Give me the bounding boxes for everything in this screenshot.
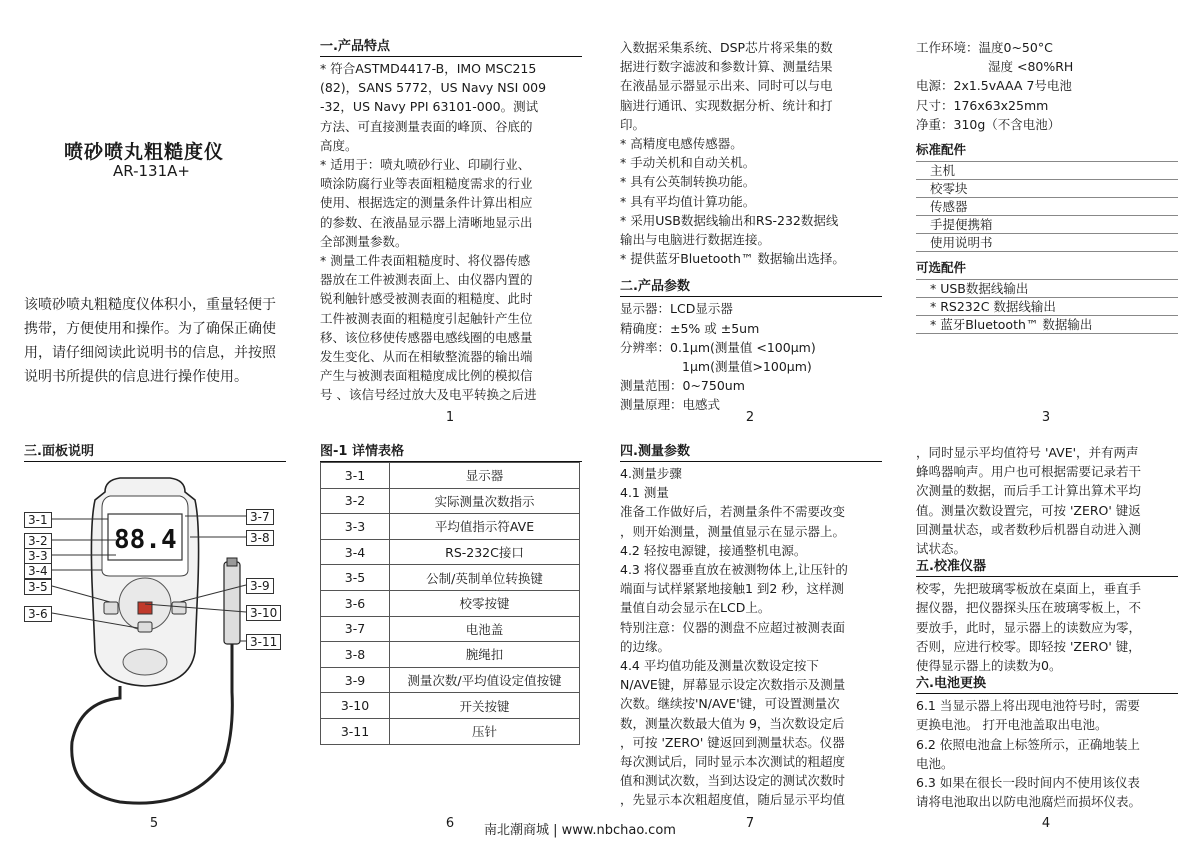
text-line: 电池。 — [916, 755, 954, 771]
text-line: 要放手，此时，显示器上的读数应为零， — [916, 619, 1142, 635]
text-line: 数，测量次数最大值为 9，当次数设定后 — [620, 715, 845, 731]
text-line: * 测量工件表面粗糙度时、将仪器传感 — [320, 253, 531, 269]
text-line: 特别注意：仪器的测盘不应超过被测表面 — [620, 619, 846, 635]
text-line: 否则，应进行校零。即轻按 'ZERO' 键， — [916, 638, 1141, 654]
text-line: 更换电池。 打开电池盖取出电池。 — [916, 717, 1108, 733]
text-line: 4.1 测量 — [620, 485, 669, 501]
text-line: 据进行数字滤波和参数计算、测量结果 — [620, 59, 833, 75]
section-heading: 一.产品特点 — [320, 38, 582, 57]
text-line: 的边缘。 — [620, 638, 671, 654]
text-line: -32，US Navy PPI 63101-000。测试 — [320, 99, 539, 115]
table-row — [321, 590, 580, 616]
row-code: 3-9 — [321, 667, 390, 693]
text-line: 高度。 — [320, 137, 358, 153]
unit-button — [104, 602, 118, 614]
page7-column — [620, 443, 882, 810]
accessory-item: 使用说明书 — [916, 234, 1178, 252]
param-line: 测量范围：0~750um — [620, 378, 745, 394]
measurement-steps — [620, 464, 882, 810]
table-row — [321, 642, 580, 668]
param-line: 分辨率：0.1μm(测量值 <100μm) — [620, 339, 816, 355]
table-row — [321, 693, 580, 719]
row-description: 开关按键 — [390, 693, 580, 719]
battery-cover — [123, 649, 167, 675]
accessory-item: * 蓝牙Bluetooth™ 数据输出 — [916, 316, 1178, 334]
text-line: 喷涂防腐行业等表面粗糙度需求的行业 — [320, 176, 533, 192]
footer-site: 南北潮商城 | www.nbchao.com — [484, 823, 676, 838]
text-line: 次数。继续按'N/AVE'键，可设置测量次 — [620, 696, 840, 712]
page2-column — [320, 38, 582, 405]
text-line: 次测量的数据，而后手工计算出算术平均 — [916, 483, 1142, 499]
text-line: 6.1 当显示器上将出现电池符号时，需要 — [916, 698, 1140, 714]
text-line: 的参数、在液晶显示器上清晰地显示出 — [320, 214, 533, 230]
section-heading: 可选配件 — [916, 260, 967, 276]
zero-button — [138, 622, 152, 632]
text-line: 6.2 依照电池盒上标签所示，正确地装上 — [916, 736, 1140, 752]
param-line: 测量原理：电感式 — [620, 397, 721, 413]
table-row — [321, 667, 580, 693]
text-line: ，可按 'ZERO' 键返回到测量状态。仪器 — [620, 734, 845, 750]
row-description: 腕绳扣 — [390, 642, 580, 668]
text-line: 使得显示器上的读数为0。 — [916, 658, 1062, 674]
text-line: 号 、该信号经过放大及电平转换之后进 — [320, 387, 537, 403]
text-line: 握仪器，把仪器探头压在玻璃零板上，不 — [916, 600, 1142, 616]
table-row — [321, 463, 580, 489]
text-line: 4.4 平均值功能及测量次数设定按下 — [620, 658, 819, 674]
text-line: N/AVE键，屏幕显示设定次数指示及测量 — [620, 677, 846, 693]
text-line: 端面与试样紧紧地接触1 到2 秒，这样测 — [620, 581, 844, 597]
text-line: 全部测量参数。 — [320, 233, 408, 249]
lcd-reading: 88.4 — [114, 525, 177, 555]
page-number: 5 — [149, 816, 159, 831]
page1-intro: 该喷砂喷丸粗糙度仪体积小，重量轻便于携带，方便使用和操作。为了确保正确使用，请仔细阅读此说明书的信息，并按照说明书所提供的信息进行操作使用。 — [24, 297, 276, 385]
table-row — [321, 488, 580, 514]
text-line: 印。 — [620, 116, 646, 132]
accessory-item: 传感器 — [916, 198, 1178, 216]
text-line: 校零，先把玻璃零板放在桌面上，垂直手 — [916, 581, 1142, 597]
product-params — [620, 299, 882, 414]
label-3-11: 3-11 — [246, 634, 281, 650]
param-line: 1μm(测量值>100μm) — [682, 359, 812, 375]
text-line: 工件被测表面的粗糙度引起触针产生位 — [320, 310, 533, 326]
accessory-item: * RS232C 数据线输出 — [916, 298, 1178, 316]
section-heading: 标准配件 — [916, 142, 967, 158]
table-row — [321, 539, 580, 565]
row-code: 3-4 — [321, 539, 390, 565]
spec-line: 净重：310g（不含电池） — [916, 116, 1061, 132]
power-button — [138, 602, 152, 614]
text-line: 值和测试次数，当到达设定的测试次数时 — [620, 773, 846, 789]
avg-button — [172, 602, 186, 614]
page-number: 2 — [745, 410, 755, 425]
section-heading: 六.电池更换 — [916, 675, 1178, 694]
text-line: 使用、根据选定的测量条件计算出相应 — [320, 195, 533, 211]
label-3-2: 3-2 — [24, 533, 52, 549]
table-row — [321, 718, 580, 744]
text-line: * 具有公英制转换功能。 — [620, 174, 756, 190]
text-line: 4.测量步骤 — [620, 466, 682, 481]
row-description: 测量次数/平均值设定值按键 — [390, 667, 580, 693]
section-heading: 五.校准仪器 — [916, 558, 1178, 577]
text-line: * 符合ASTMD4417-B，IMO MSC215 — [320, 61, 537, 76]
param-line: 显示器：LCD显示器 — [620, 301, 733, 317]
detail-table — [320, 462, 580, 745]
text-line: ，先显示本次粗超度值，随后显示平均值 — [620, 792, 846, 808]
text-line: 值。测量次数设置完，可按 'ZERO' 键返 — [916, 502, 1141, 518]
text-line: 回测量状态，或者数秒后机器自动进入测 — [916, 521, 1142, 537]
page-number: 6 — [445, 816, 455, 831]
text-line: 6.3 如果在很长一段时间内不使用该仪表 — [916, 775, 1140, 791]
text-line: 移、该位移使传感器电感线圈的电感量 — [320, 329, 533, 345]
product-features — [320, 59, 582, 405]
text-line: 方法、可直接测量表面的峰顶、谷底的 — [320, 118, 533, 134]
accessory-item: 主机 — [916, 162, 1178, 180]
text-line: 器放在工件被测表面上、由仪器内置的 — [320, 272, 533, 288]
row-code: 3-7 — [321, 616, 390, 642]
text-line: 试状态。 — [916, 541, 967, 557]
row-code: 3-11 — [321, 718, 390, 744]
section-heading: 二.产品参数 — [620, 278, 882, 297]
label-3-9: 3-9 — [246, 578, 274, 594]
section-heading: 三.面板说明 — [24, 443, 286, 462]
text-line: ，则开始测量，测量值显示在显示器上。 — [620, 523, 846, 539]
text-line: 4.3 将仪器垂直放在被测物体上,让压针的 — [620, 562, 848, 578]
label-3-8: 3-8 — [246, 530, 274, 546]
optional-accessories — [916, 279, 1178, 334]
table-row — [321, 565, 580, 591]
page1-title: 喷砂喷丸粗糙度仪 — [64, 141, 225, 163]
avg-continued — [916, 443, 1178, 558]
row-description: 压针 — [390, 718, 580, 744]
row-code: 3-8 — [321, 642, 390, 668]
page1-model: AR-131A+ — [113, 162, 190, 180]
section-heading: 图-1 详情表格 — [320, 443, 582, 462]
text-line: 量值自动会显示在LCD上。 — [620, 600, 771, 616]
text-line: * 具有平均值计算功能。 — [620, 193, 756, 209]
text-line: * 高精度电感传感器。 — [620, 136, 743, 152]
spec-line: 湿度 <80%RH — [988, 59, 1074, 75]
label-3-1: 3-1 — [24, 512, 52, 528]
row-description: 平均值指示符AVE — [390, 514, 580, 540]
accessory-item: 校零块 — [916, 180, 1178, 198]
page4-column — [916, 38, 1178, 334]
text-line: 发生变化、从而在相敏整流器的输出端 — [320, 349, 533, 365]
param-line: 精确度：±5% 或 ±5um — [620, 320, 760, 336]
label-3-10: 3-10 — [246, 605, 281, 621]
row-code: 3-1 — [321, 463, 390, 489]
text-line: 锐利触针感受被测表面的粗糙度、此时 — [320, 291, 533, 307]
table-row — [321, 514, 580, 540]
spec-line: 尺寸：176x63x25mm — [916, 97, 1049, 113]
text-line: ，同时显示平均值符号 'AVE'，并有两声 — [916, 445, 1139, 460]
row-code: 3-2 — [321, 488, 390, 514]
text-line: * 适用于：喷丸喷砂行业、印刷行业、 — [320, 157, 531, 173]
row-code: 3-3 — [321, 514, 390, 540]
label-3-6: 3-6 — [24, 606, 52, 622]
accessory-item: 手提便携箱 — [916, 216, 1178, 234]
page8-column — [916, 443, 1178, 811]
text-line: 蜂鸣器响声。用户也可根据需要记录若干 — [916, 464, 1142, 480]
text-line: * 提供蓝牙Bluetooth™ 数据输出选择。 — [620, 251, 845, 267]
text-line: 每次测试后，同时显示本次测试的粗超度 — [620, 754, 846, 770]
spec-line: 工作环境：温度0~50°C — [916, 40, 1053, 55]
label-3-3: 3-3 — [24, 548, 52, 564]
page-number: 1 — [445, 410, 455, 425]
row-description: RS-232C接口 — [390, 539, 580, 565]
row-description: 显示器 — [390, 463, 580, 489]
probe — [224, 562, 240, 644]
accessory-item: * USB数据线输出 — [916, 280, 1178, 298]
text-line: 脑进行通讯、实现数据分析、统计和打 — [620, 97, 833, 113]
calibration-text — [916, 579, 1178, 675]
text-line: 请将电池取出以防电池腐烂而损坏仪表。 — [916, 794, 1142, 810]
text-line: * 手动关机和自动关机。 — [620, 155, 756, 171]
text-line: 准备工作做好后，若测量条件不需要改变 — [620, 504, 846, 520]
page-number: 3 — [1041, 410, 1051, 425]
feature-list — [620, 38, 882, 268]
text-line: 输出与电脑进行数据连接。 — [620, 232, 771, 248]
text-line: 入数据采集系统、DSP芯片将采集的数 — [620, 40, 833, 55]
page3-column — [620, 38, 882, 415]
row-description: 实际测量次数指示 — [390, 488, 580, 514]
page-number: 7 — [745, 816, 755, 831]
text-line: 在液晶显示器显示出来、同时可以与电 — [620, 78, 833, 94]
text-line: 产生与被测表面粗糙度成比例的模拟信 — [320, 368, 533, 384]
row-code: 3-10 — [321, 693, 390, 719]
label-3-7: 3-7 — [246, 509, 274, 525]
battery-text — [916, 696, 1178, 811]
standard-accessories — [916, 161, 1178, 252]
row-description: 校零按键 — [390, 590, 580, 616]
page-number: 4 — [1041, 816, 1051, 831]
row-description: 电池盖 — [390, 616, 580, 642]
label-3-4: 3-4 — [24, 563, 52, 579]
text-line: 4.2 轻按电源键，接通整机电源。 — [620, 542, 807, 558]
row-code: 3-6 — [321, 590, 390, 616]
label-3-5: 3-5 — [24, 579, 52, 595]
row-description: 公制/英制单位转换键 — [390, 565, 580, 591]
text-line: (82)，SANS 5772，US Navy NSI 009 — [320, 80, 547, 96]
section-heading: 四.测量参数 — [620, 443, 882, 462]
table-row — [321, 616, 580, 642]
row-code: 3-5 — [321, 565, 390, 591]
text-line: * 采用USB数据线输出和RS-232数据线 — [620, 212, 839, 228]
spec-line: 电源：2x1.5vAAA 7号电池 — [916, 78, 1072, 94]
